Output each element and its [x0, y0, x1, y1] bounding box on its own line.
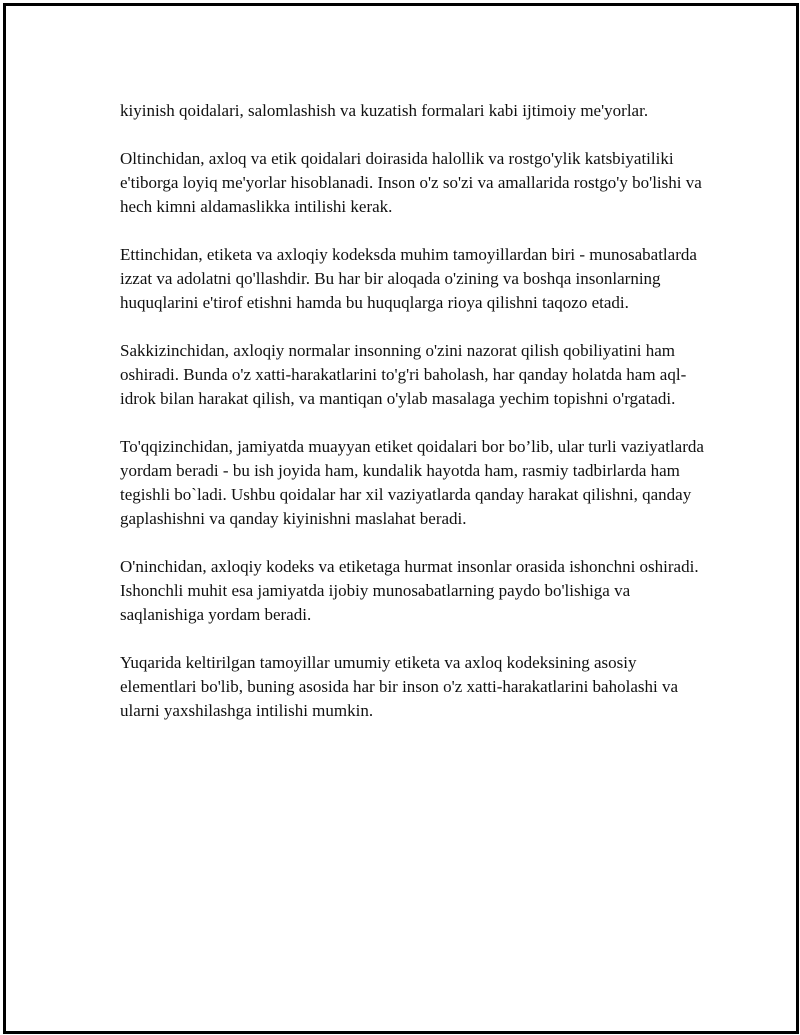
paragraph-5: To'qqizinchidan, jamiyatda muayyan etiket qoidalari bor bo’lib, ular turli vaziyatlarda yordam beradi - bu ish joyida ham, kundalik hayotda ham, rasmiy tadbirlarda ham tegishli bo`ladi. Ushbu qoidalar har xil vaziyatlarda qanday harakat qilishni, qanday gaplashishni va qanday kiyinishni maslahat beradi. [120, 437, 704, 528]
document-body [120, 99, 710, 747]
paragraph-3: Ettinchidan, etiketa va axloqiy kodeksda muhim tamoyillardan biri - munosabatlarda izzat va adolatni qo'llashdir. Bu har bir aloqada o'zining va boshqa insonlarning huquqlarini e'tirof etishni hamda bu huquqlarga rioya qilishni taqozo etadi. [120, 245, 697, 312]
paragraph-4: Sakkizinchidan, axloqiy normalar insonning o'zini nazorat qilish qobiliyatini ham oshiradi. Bunda o'z xatti-harakatlarini to'g'ri baholash, har qanday holatda ham aql-idrok bilan harakat qilish, va mantiqan o'ylab masalaga yechim topishni o'rgatadi. [120, 341, 687, 408]
paragraph-2: Oltinchidan, axloq va etik qoidalari doirasida halollik va rostgo'ylik katsbiyatiliki e'tiborga loyiq me'yorlar hisoblanadi. Inson o'z so'zi va amallarida rostgo'y bo'lishi va hech kimni aldamaslikka intilishi kerak. [120, 149, 702, 216]
paragraph-6: O'ninchidan, axloqiy kodeks va etiketaga hurmat insonlar orasida ishonchni oshiradi. Ishonchli muhit esa jamiyatda ijobiy munosabatlarning paydo bo'lishiga va saqlanishiga yordam beradi. [120, 557, 699, 624]
page-frame [3, 3, 799, 1034]
paragraph-1: kiyinish qoidalari, salomlashish va kuzatish formalari kabi ijtimoiy me'yorlar. [120, 101, 649, 120]
paragraph-7: Yuqarida keltirilgan tamoyillar umumiy etiketa va axloq kodeksining asosiy elementlari bo'lib, buning asosida har bir inson o'z xatti-harakatlarini baholashi va ularni yaxshilashga intilishi mumkin. [120, 653, 678, 720]
